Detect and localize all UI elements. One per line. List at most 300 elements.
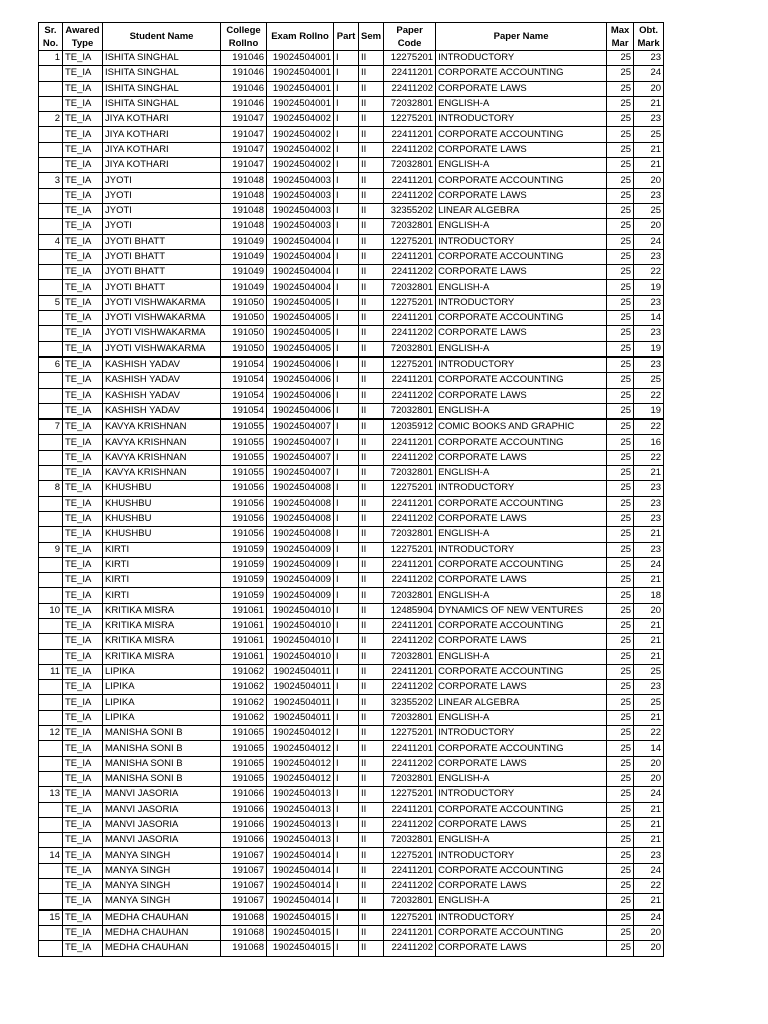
cell-obtained-marks: 21 [634,710,664,725]
cell-paper-name: CORPORATE ACCOUNTING [436,496,607,511]
cell-part: I [334,280,359,295]
cell-paper-code: 72032801 [384,649,436,664]
cell-paper-code: 22411201 [384,664,436,679]
cell-paper-code: 12275201 [384,910,436,926]
cell-part: I [334,234,359,249]
cell-max-marks: 25 [607,542,634,557]
cell-sr-no [39,680,63,695]
cell-paper-name: CORPORATE LAWS [436,511,607,526]
cell-exam-rollno: 19024504008 [267,496,334,511]
cell-awarded-type: TE_IA [63,112,103,127]
cell-paper-code: 72032801 [384,588,436,603]
cell-obtained-marks: 21 [634,96,664,111]
cell-exam-rollno: 19024504007 [267,435,334,450]
cell-student-name: JIYA KOTHARI [103,158,221,173]
cell-paper-name: CORPORATE LAWS [436,941,607,956]
cell-exam-rollno: 19024504006 [267,388,334,403]
table-row [39,66,664,81]
cell-paper-name: INTRODUCTORY [436,51,607,66]
cell-college-rollno: 191050 [221,326,267,341]
cell-part: I [334,941,359,956]
cell-part: I [334,403,359,419]
cell-sr-no: 2 [39,112,63,127]
cell-awarded-type: TE_IA [63,280,103,295]
cell-obtained-marks: 23 [634,848,664,863]
cell-max-marks: 25 [607,573,634,588]
cell-awarded-type: TE_IA [63,756,103,771]
cell-paper-code: 22411202 [384,511,436,526]
cell-student-name: JIYA KOTHARI [103,112,221,127]
table-row [39,466,664,481]
cell-max-marks: 25 [607,511,634,526]
cell-student-name: ISHITA SINGHAL [103,96,221,111]
cell-paper-code: 72032801 [384,403,436,419]
cell-college-rollno: 191059 [221,557,267,572]
cell-awarded-type: TE_IA [63,435,103,450]
cell-paper-code: 22411202 [384,756,436,771]
cell-sem: II [359,848,384,863]
cell-awarded-type: TE_IA [63,496,103,511]
cell-awarded-type: TE_IA [63,388,103,403]
cell-college-rollno: 191061 [221,634,267,649]
table-row [39,634,664,649]
table-row [39,618,664,633]
cell-sr-no: 13 [39,787,63,802]
cell-awarded-type: TE_IA [63,741,103,756]
cell-sem: II [359,96,384,111]
cell-awarded-type: TE_IA [63,680,103,695]
cell-part: I [334,311,359,326]
cell-exam-rollno: 19024504012 [267,726,334,741]
cell-sem: II [359,435,384,450]
cell-paper-name: CORPORATE ACCOUNTING [436,618,607,633]
cell-max-marks: 25 [607,66,634,81]
cell-college-rollno: 191061 [221,649,267,664]
cell-max-marks: 25 [607,863,634,878]
cell-sem: II [359,158,384,173]
cell-sr-no [39,388,63,403]
cell-sr-no [39,879,63,894]
cell-awarded-type: TE_IA [63,802,103,817]
cell-sem: II [359,265,384,280]
header-paper-code: Paper Code [384,23,436,51]
cell-paper-code: 72032801 [384,771,436,786]
cell-paper-code: 12275201 [384,848,436,863]
cell-exam-rollno: 19024504001 [267,51,334,66]
cell-paper-name: CORPORATE ACCOUNTING [436,66,607,81]
cell-obtained-marks: 21 [634,466,664,481]
cell-sem: II [359,419,384,435]
cell-part: I [334,863,359,878]
table-row [39,664,664,679]
cell-student-name: MANISHA SONI B [103,771,221,786]
cell-sem: II [359,51,384,66]
cell-obtained-marks: 23 [634,496,664,511]
cell-sr-no [39,96,63,111]
cell-sem: II [359,833,384,848]
cell-paper-name: ENGLISH-A [436,280,607,295]
cell-obtained-marks: 23 [634,680,664,695]
cell-exam-rollno: 19024504011 [267,710,334,725]
cell-college-rollno: 191065 [221,741,267,756]
cell-sr-no: 10 [39,603,63,618]
cell-obtained-marks: 21 [634,573,664,588]
cell-paper-name: CORPORATE ACCOUNTING [436,925,607,940]
cell-obtained-marks: 23 [634,481,664,496]
cell-paper-name: CORPORATE ACCOUNTING [436,127,607,142]
cell-paper-code: 22411201 [384,863,436,878]
cell-paper-code: 22411201 [384,925,436,940]
cell-obtained-marks: 24 [634,787,664,802]
cell-awarded-type: TE_IA [63,710,103,725]
cell-exam-rollno: 19024504012 [267,741,334,756]
cell-sr-no [39,142,63,157]
cell-max-marks: 25 [607,833,634,848]
cell-awarded-type: TE_IA [63,573,103,588]
cell-student-name: KIRTI [103,542,221,557]
cell-part: I [334,618,359,633]
cell-max-marks: 25 [607,435,634,450]
cell-sem: II [359,695,384,710]
cell-sr-no [39,341,63,357]
cell-awarded-type: TE_IA [63,403,103,419]
cell-exam-rollno: 19024504008 [267,527,334,542]
cell-paper-name: CORPORATE ACCOUNTING [436,435,607,450]
cell-student-name: JYOTI BHATT [103,249,221,264]
cell-sr-no [39,710,63,725]
cell-max-marks: 25 [607,142,634,157]
cell-sem: II [359,941,384,956]
cell-awarded-type: TE_IA [63,557,103,572]
cell-part: I [334,787,359,802]
cell-sr-no: 6 [39,357,63,373]
cell-obtained-marks: 24 [634,66,664,81]
cell-college-rollno: 191049 [221,249,267,264]
table-row [39,203,664,218]
cell-max-marks: 25 [607,481,634,496]
cell-college-rollno: 191068 [221,925,267,940]
header-sr-no: Sr. No. [39,23,63,51]
cell-paper-code: 22411202 [384,450,436,465]
cell-sem: II [359,311,384,326]
cell-student-name: KIRTI [103,588,221,603]
cell-part: I [334,848,359,863]
cell-paper-code: 12275201 [384,787,436,802]
cell-paper-code: 72032801 [384,466,436,481]
cell-obtained-marks: 18 [634,588,664,603]
cell-college-rollno: 191049 [221,280,267,295]
cell-awarded-type: TE_IA [63,588,103,603]
cell-max-marks: 25 [607,695,634,710]
cell-college-rollno: 191049 [221,265,267,280]
cell-exam-rollno: 19024504006 [267,357,334,373]
cell-college-rollno: 191050 [221,295,267,310]
cell-college-rollno: 191061 [221,603,267,618]
cell-student-name: KHUSHBU [103,496,221,511]
cell-paper-name: ENGLISH-A [436,710,607,725]
cell-exam-rollno: 19024504005 [267,295,334,310]
cell-sem: II [359,112,384,127]
cell-exam-rollno: 19024504004 [267,234,334,249]
cell-part: I [334,603,359,618]
cell-student-name: MANVI JASORIA [103,833,221,848]
cell-part: I [334,188,359,203]
cell-exam-rollno: 19024504002 [267,127,334,142]
cell-paper-name: CORPORATE ACCOUNTING [436,373,607,388]
cell-exam-rollno: 19024504003 [267,188,334,203]
cell-paper-name: ENGLISH-A [436,341,607,357]
cell-paper-name: INTRODUCTORY [436,357,607,373]
cell-part: I [334,481,359,496]
cell-part: I [334,802,359,817]
cell-sr-no [39,695,63,710]
cell-awarded-type: TE_IA [63,188,103,203]
table-row [39,496,664,511]
cell-paper-code: 12275201 [384,234,436,249]
cell-paper-code: 12035912 [384,419,436,435]
cell-awarded-type: TE_IA [63,726,103,741]
cell-college-rollno: 191054 [221,373,267,388]
cell-max-marks: 25 [607,311,634,326]
cell-paper-code: 22411202 [384,680,436,695]
cell-max-marks: 25 [607,496,634,511]
cell-sem: II [359,649,384,664]
cell-sem: II [359,249,384,264]
cell-part: I [334,173,359,188]
cell-awarded-type: TE_IA [63,481,103,496]
cell-obtained-marks: 25 [634,203,664,218]
table-row [39,419,664,435]
cell-part: I [334,112,359,127]
cell-college-rollno: 191062 [221,680,267,695]
cell-awarded-type: TE_IA [63,941,103,956]
cell-sr-no [39,265,63,280]
cell-college-rollno: 191048 [221,219,267,234]
cell-paper-code: 22411201 [384,311,436,326]
cell-obtained-marks: 22 [634,388,664,403]
cell-paper-code: 22411201 [384,127,436,142]
cell-awarded-type: TE_IA [63,66,103,81]
cell-student-name: ISHITA SINGHAL [103,66,221,81]
cell-student-name: JYOTI [103,203,221,218]
cell-exam-rollno: 19024504010 [267,603,334,618]
cell-paper-name: CORPORATE LAWS [436,188,607,203]
table-row [39,894,664,910]
cell-awarded-type: TE_IA [63,249,103,264]
cell-awarded-type: TE_IA [63,127,103,142]
cell-paper-name: INTRODUCTORY [436,295,607,310]
cell-awarded-type: TE_IA [63,527,103,542]
cell-paper-code: 72032801 [384,158,436,173]
cell-paper-name: COMIC BOOKS AND GRAPHIC [436,419,607,435]
cell-paper-name: INTRODUCTORY [436,848,607,863]
table-row [39,435,664,450]
cell-max-marks: 25 [607,664,634,679]
header-college-rollno: College Rollno [221,23,267,51]
cell-obtained-marks: 21 [634,817,664,832]
cell-max-marks: 25 [607,219,634,234]
cell-exam-rollno: 19024504004 [267,249,334,264]
cell-max-marks: 25 [607,741,634,756]
cell-sem: II [359,81,384,96]
cell-paper-code: 12275201 [384,51,436,66]
cell-paper-name: LINEAR ALGEBRA [436,203,607,218]
cell-max-marks: 25 [607,756,634,771]
cell-sr-no: 5 [39,295,63,310]
cell-obtained-marks: 22 [634,879,664,894]
table-row [39,81,664,96]
cell-part: I [334,466,359,481]
cell-paper-code: 32355202 [384,203,436,218]
cell-paper-name: CORPORATE LAWS [436,680,607,695]
cell-student-name: JYOTI VISHWAKARMA [103,311,221,326]
cell-paper-name: INTRODUCTORY [436,542,607,557]
cell-college-rollno: 191062 [221,695,267,710]
cell-sem: II [359,357,384,373]
cell-exam-rollno: 19024504009 [267,557,334,572]
table-row [39,127,664,142]
cell-student-name: KAVYA KRISHNAN [103,435,221,450]
table-row [39,142,664,157]
table-row [39,249,664,264]
cell-obtained-marks: 21 [634,802,664,817]
cell-sr-no [39,450,63,465]
table-row [39,848,664,863]
header-sem: Sem [359,23,384,51]
cell-paper-code: 72032801 [384,96,436,111]
table-row [39,112,664,127]
table-row [39,450,664,465]
cell-obtained-marks: 23 [634,249,664,264]
cell-student-name: KASHISH YADAV [103,388,221,403]
cell-awarded-type: TE_IA [63,771,103,786]
cell-awarded-type: TE_IA [63,158,103,173]
table-row [39,726,664,741]
cell-paper-code: 22411201 [384,496,436,511]
cell-sem: II [359,756,384,771]
cell-student-name: JYOTI BHATT [103,265,221,280]
cell-part: I [334,127,359,142]
cell-college-rollno: 191054 [221,403,267,419]
cell-obtained-marks: 25 [634,127,664,142]
cell-student-name: KHUSHBU [103,527,221,542]
cell-paper-code: 22411201 [384,173,436,188]
cell-exam-rollno: 19024504002 [267,158,334,173]
table-row [39,879,664,894]
cell-sr-no: 15 [39,910,63,926]
table-row [39,311,664,326]
cell-part: I [334,771,359,786]
cell-sr-no: 14 [39,848,63,863]
cell-sr-no [39,925,63,940]
cell-max-marks: 25 [607,925,634,940]
marks-table [38,22,664,957]
cell-obtained-marks: 21 [634,894,664,910]
cell-sr-no [39,219,63,234]
cell-sr-no [39,188,63,203]
cell-college-rollno: 191066 [221,802,267,817]
cell-part: I [334,249,359,264]
table-row [39,481,664,496]
cell-paper-code: 22411201 [384,741,436,756]
cell-college-rollno: 191047 [221,158,267,173]
cell-sr-no [39,863,63,878]
cell-college-rollno: 191047 [221,127,267,142]
cell-paper-code: 22411202 [384,188,436,203]
cell-student-name: KIRTI [103,573,221,588]
cell-paper-name: INTRODUCTORY [436,726,607,741]
cell-paper-name: CORPORATE LAWS [436,326,607,341]
cell-paper-code: 22411201 [384,802,436,817]
cell-obtained-marks: 22 [634,726,664,741]
cell-part: I [334,833,359,848]
cell-part: I [334,741,359,756]
cell-exam-rollno: 19024504011 [267,664,334,679]
cell-obtained-marks: 20 [634,771,664,786]
cell-student-name: MANVI JASORIA [103,787,221,802]
cell-obtained-marks: 21 [634,833,664,848]
cell-paper-name: ENGLISH-A [436,96,607,111]
table-row [39,388,664,403]
cell-sem: II [359,863,384,878]
cell-sem: II [359,66,384,81]
cell-part: I [334,66,359,81]
cell-max-marks: 25 [607,527,634,542]
cell-sr-no: 4 [39,234,63,249]
table-row [39,542,664,557]
cell-exam-rollno: 19024504013 [267,817,334,832]
table-row [39,817,664,832]
cell-awarded-type: TE_IA [63,695,103,710]
cell-sem: II [359,894,384,910]
header-max-marks: Max Mar [607,23,634,51]
cell-sr-no [39,756,63,771]
cell-obtained-marks: 22 [634,419,664,435]
cell-paper-name: ENGLISH-A [436,403,607,419]
header-row [39,23,664,51]
cell-paper-code: 22411202 [384,879,436,894]
cell-sem: II [359,496,384,511]
cell-college-rollno: 191056 [221,496,267,511]
cell-student-name: JYOTI VISHWAKARMA [103,341,221,357]
cell-sem: II [359,542,384,557]
cell-sem: II [359,726,384,741]
cell-awarded-type: TE_IA [63,910,103,926]
cell-part: I [334,680,359,695]
cell-exam-rollno: 19024504001 [267,96,334,111]
cell-sr-no [39,557,63,572]
cell-exam-rollno: 19024504013 [267,802,334,817]
cell-obtained-marks: 23 [634,188,664,203]
cell-sr-no [39,741,63,756]
cell-awarded-type: TE_IA [63,879,103,894]
table-row [39,280,664,295]
cell-paper-name: CORPORATE LAWS [436,634,607,649]
cell-paper-code: 72032801 [384,219,436,234]
cell-sem: II [359,219,384,234]
cell-exam-rollno: 19024504007 [267,419,334,435]
cell-sr-no [39,326,63,341]
cell-student-name: LIPIKA [103,680,221,695]
cell-sr-no [39,435,63,450]
cell-college-rollno: 191066 [221,817,267,832]
cell-max-marks: 25 [607,81,634,96]
cell-college-rollno: 191047 [221,142,267,157]
cell-obtained-marks: 23 [634,51,664,66]
cell-part: I [334,158,359,173]
cell-college-rollno: 191046 [221,96,267,111]
cell-exam-rollno: 19024504002 [267,142,334,157]
